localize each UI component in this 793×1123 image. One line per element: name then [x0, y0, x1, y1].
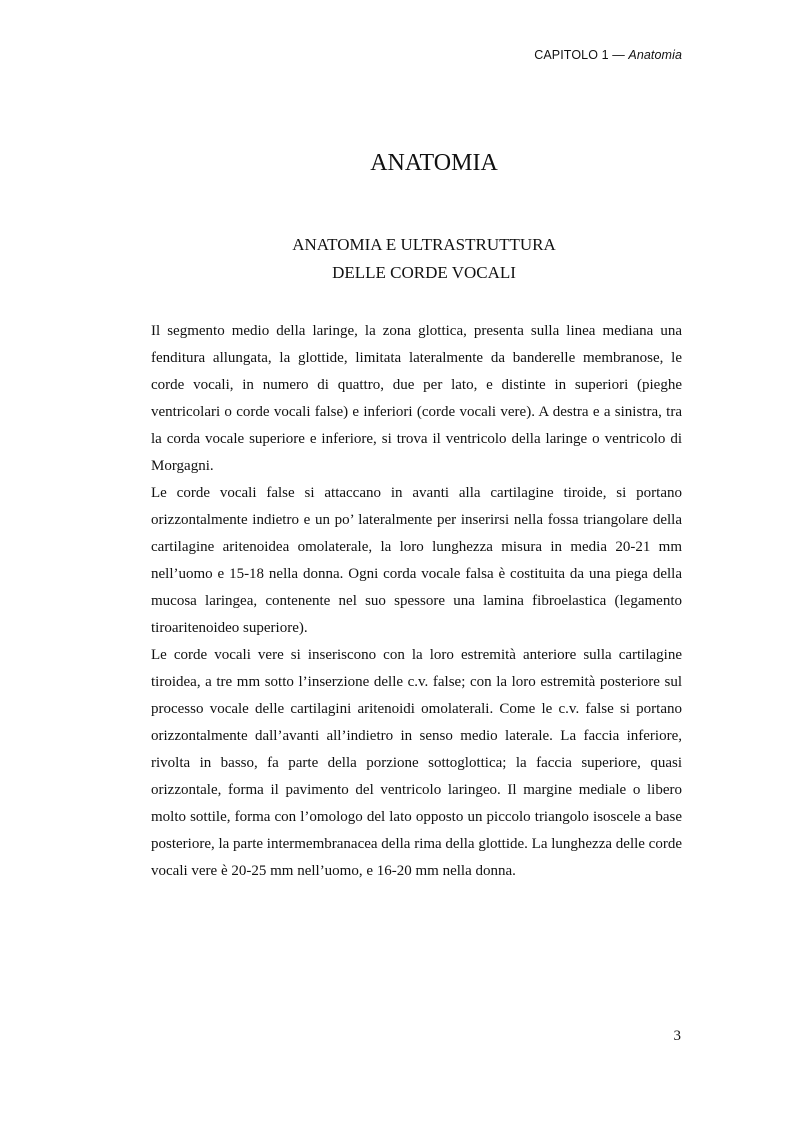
paragraph: Le corde vocali false si attaccano in avanti alla cartilagine tiroide, si portano orizzontalmente indietro e un po’ lateralmente per inserirsi nella fossa triangolare della cartilagine aritenoidea omolaterale, la loro lunghezza misura in media 20-21 mm nell’uomo e 15-18 nella donna. Ogni corda vocale falsa è costituita da una piega della mucosa laringea, contenente nel suo spessore una lamina fibroelastica (legamento tiroaritenoideo superiore). [151, 485, 682, 636]
running-header-chapter: CAPITOLO 1 — [534, 48, 629, 62]
section-title-line-1: ANATOMIA E ULTRASTRUTTURA [292, 235, 556, 254]
section-title-line-2: DELLE CORDE VOCALI [332, 263, 516, 282]
paragraph: Le corde vocali vere si inseriscono con la loro estremità anteriore sulla cartilagine tiroidea, a tre mm sotto l’inserzione delle c.v. false; con la loro estremità posteriore sul processo vocale delle cartilagini aritenoidi omolaterali. Come le c.v. false si portano orizzontalmente dall’avanti all’indietro in senso medio laterale. La faccia inferiore, rivolta in basso, fa parte della porzione sottoglottica; la faccia superiore, quasi orizzontale, forma il pavimento del ventricolo laringeo. Il margine mediale o libero molto sottile, forma con l’omologo del lato opposto un piccolo triangolo isoscele a base posteriore, la parte intermembranacea della rima della glottide. La lunghezza delle corde vocali vere è 20-25 mm nell’uomo, e 16-20 mm nella donna. [151, 647, 682, 879]
paragraph: Il segmento medio della laringe, la zona glottica, presenta sulla linea mediana una fenditura allungata, la glottide, limitata lateralmente da banderelle membranose, le corde vocali, in numero di quattro, due per lato, e distinte in superiori (pieghe ventricolari o corde vocali false) e inferiori (corde vocali vere). A destra e a sinistra, tra la corda vocale superiore e inferiore, si trova il ventricolo della laringe o ventricolo di Morgagni. [151, 323, 682, 474]
chapter-title: ANATOMIA [370, 150, 498, 176]
running-header [534, 48, 682, 62]
page-number: 3 [673, 1028, 681, 1044]
section-title [0, 231, 793, 287]
body-text [151, 318, 682, 885]
running-header-section: Anatomia [628, 48, 682, 62]
